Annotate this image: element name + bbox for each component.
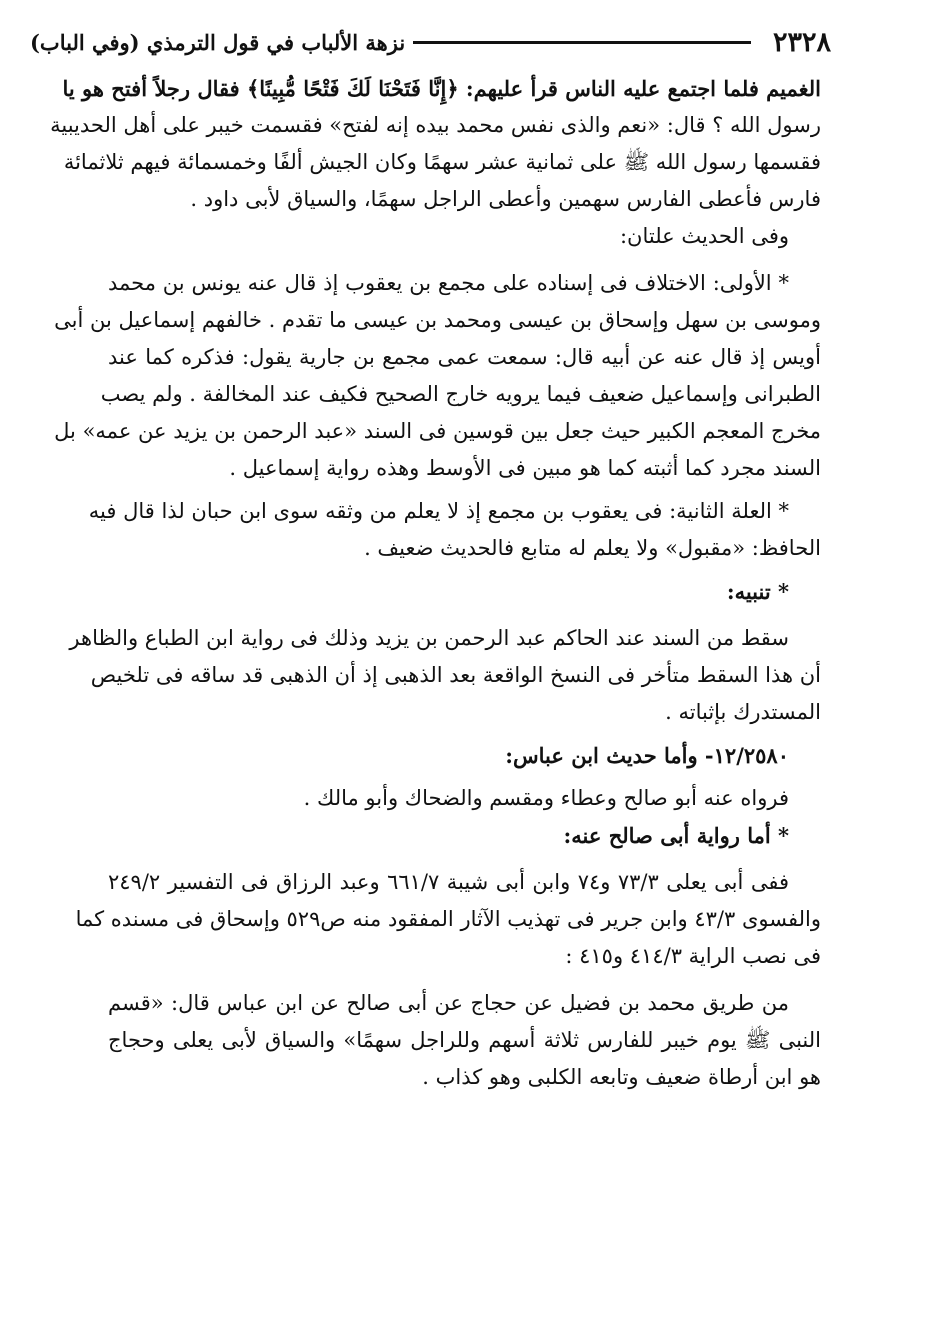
note-heading: * تنبيه: [726, 579, 789, 604]
text-line: الغميم فلما اجتمع عليه الناس قرأ عليهم: ﴿إِنَّا فَتَحْنَا لَكَ فَتْحًا مُّبِينًا﴾ فقال رجلاً أفتح هو يا [62, 76, 821, 101]
text-line: فقسمها رسول الله ﷺ على ثمانية عشر سهمًا وكان الجيش ألفًا وخمسمائة فيهم ثلاثمائة [63, 150, 821, 174]
text-line: وموسى بن سهل وإسحاق بن عيسى ومحمد بن عيسى ما تقدم . خالفهم إسماعيل بن أبى [54, 308, 821, 332]
text-line: الطبرانى وإسماعيل ضعيف فيما يرويه خارج الصحيح فكيف عند المخالفة . ولم يصب [100, 382, 821, 406]
text-line: من طريق محمد بن فضيل عن حجاج عن أبى صالح عن ابن عباس قال: «قسم [108, 991, 789, 1015]
text-line: رسول الله ؟ قال: «نعم والذى نفس محمد بيده إنه لفتح» فقسمت خيبر على أهل الحديبية [50, 113, 821, 137]
section-heading: وفى الحديث علتان: [619, 224, 789, 248]
text-line: فى نصب الراية ٤١٤/٣ و٤١٥ : [565, 944, 821, 968]
header-rule [413, 41, 751, 44]
text-line: هو ابن أرطاة ضعيف وتابعه الكلبى وهو كذاب . [422, 1065, 821, 1089]
page-number: ٢٣٢٨ [772, 26, 831, 58]
text-line: والفسوى ٤٣/٣ وابن جرير فى تهذيب الآثار المفقود منه ص٥٢٩ وإسحاق فى مسنده كما [75, 907, 821, 931]
text-line: أن هذا السقط متأخر فى النسخ الواقعة بعد الذهبى إذ أن الذهبى قد ساقه فى تلخيص [90, 663, 821, 687]
text-line: أويس إذ قال عنه عن أبيه قال: سمعت عمى مجمع بن جارية يقول: فذكره كما عند [108, 345, 821, 369]
body-text [50, 70, 821, 1096]
text-line: * العلة الثانية: فى يعقوب بن مجمع إذ لا يعلم من وثقه سوى ابن حبان لذا قال فيه [88, 499, 789, 523]
running-title: نزهة الألباب في قول الترمذي (وفي الباب) [30, 29, 406, 55]
text-line: * الأولى: الاختلاف فى إسناده على مجمع بن يعقوب إذ قال عنه يونس بن محمد [108, 271, 789, 295]
text-line: مخرج المعجم الكبير حيث جعل بين قوسين فى السند «عبد الرحمن بن يزيد عن عمه» بل [54, 419, 821, 443]
text-line: النبى ﷺ يوم خيبر للفارس ثلاثة أسهم وللراجل سهمًا» والسياق لأبى يعلى وحجاج [108, 1028, 821, 1052]
text-line: الحافظ: «مقبول» ولا يعلم له متابع فالحديث ضعيف . [364, 536, 821, 560]
text-line: فرواه عنه أبو صالح وعطاء ومقسم والضحاك وأبو مالك . [303, 786, 789, 810]
text-line: السند مجرد كما أثبته كما هو مبين فى الأوسط وهذه رواية إسماعيل . [229, 456, 821, 480]
subsection-heading: * أما رواية أبى صالح عنه: [563, 823, 789, 848]
text-line: فارس فأعطى الفارس سهمين وأعطى الراجل سهمًا، والسياق لأبى داود . [190, 187, 821, 211]
page-header [30, 24, 831, 60]
text-line: سقط من السند عند الحاكم عبد الرحمن بن يزيد وذلك فى رواية ابن الطباع والظاهر [69, 626, 789, 650]
hadith-heading: ١٢/٢٥٨٠- وأما حديث ابن عباس: [505, 743, 789, 768]
text-line: المستدرك بإثباته . [665, 700, 821, 724]
text-line: ففى أبى يعلى ٧٣/٣ و٧٤ وابن أبى شيبة ٦٦١/٧ وعبد الرزاق فى التفسير ٢٤٩/٢ [108, 870, 789, 894]
